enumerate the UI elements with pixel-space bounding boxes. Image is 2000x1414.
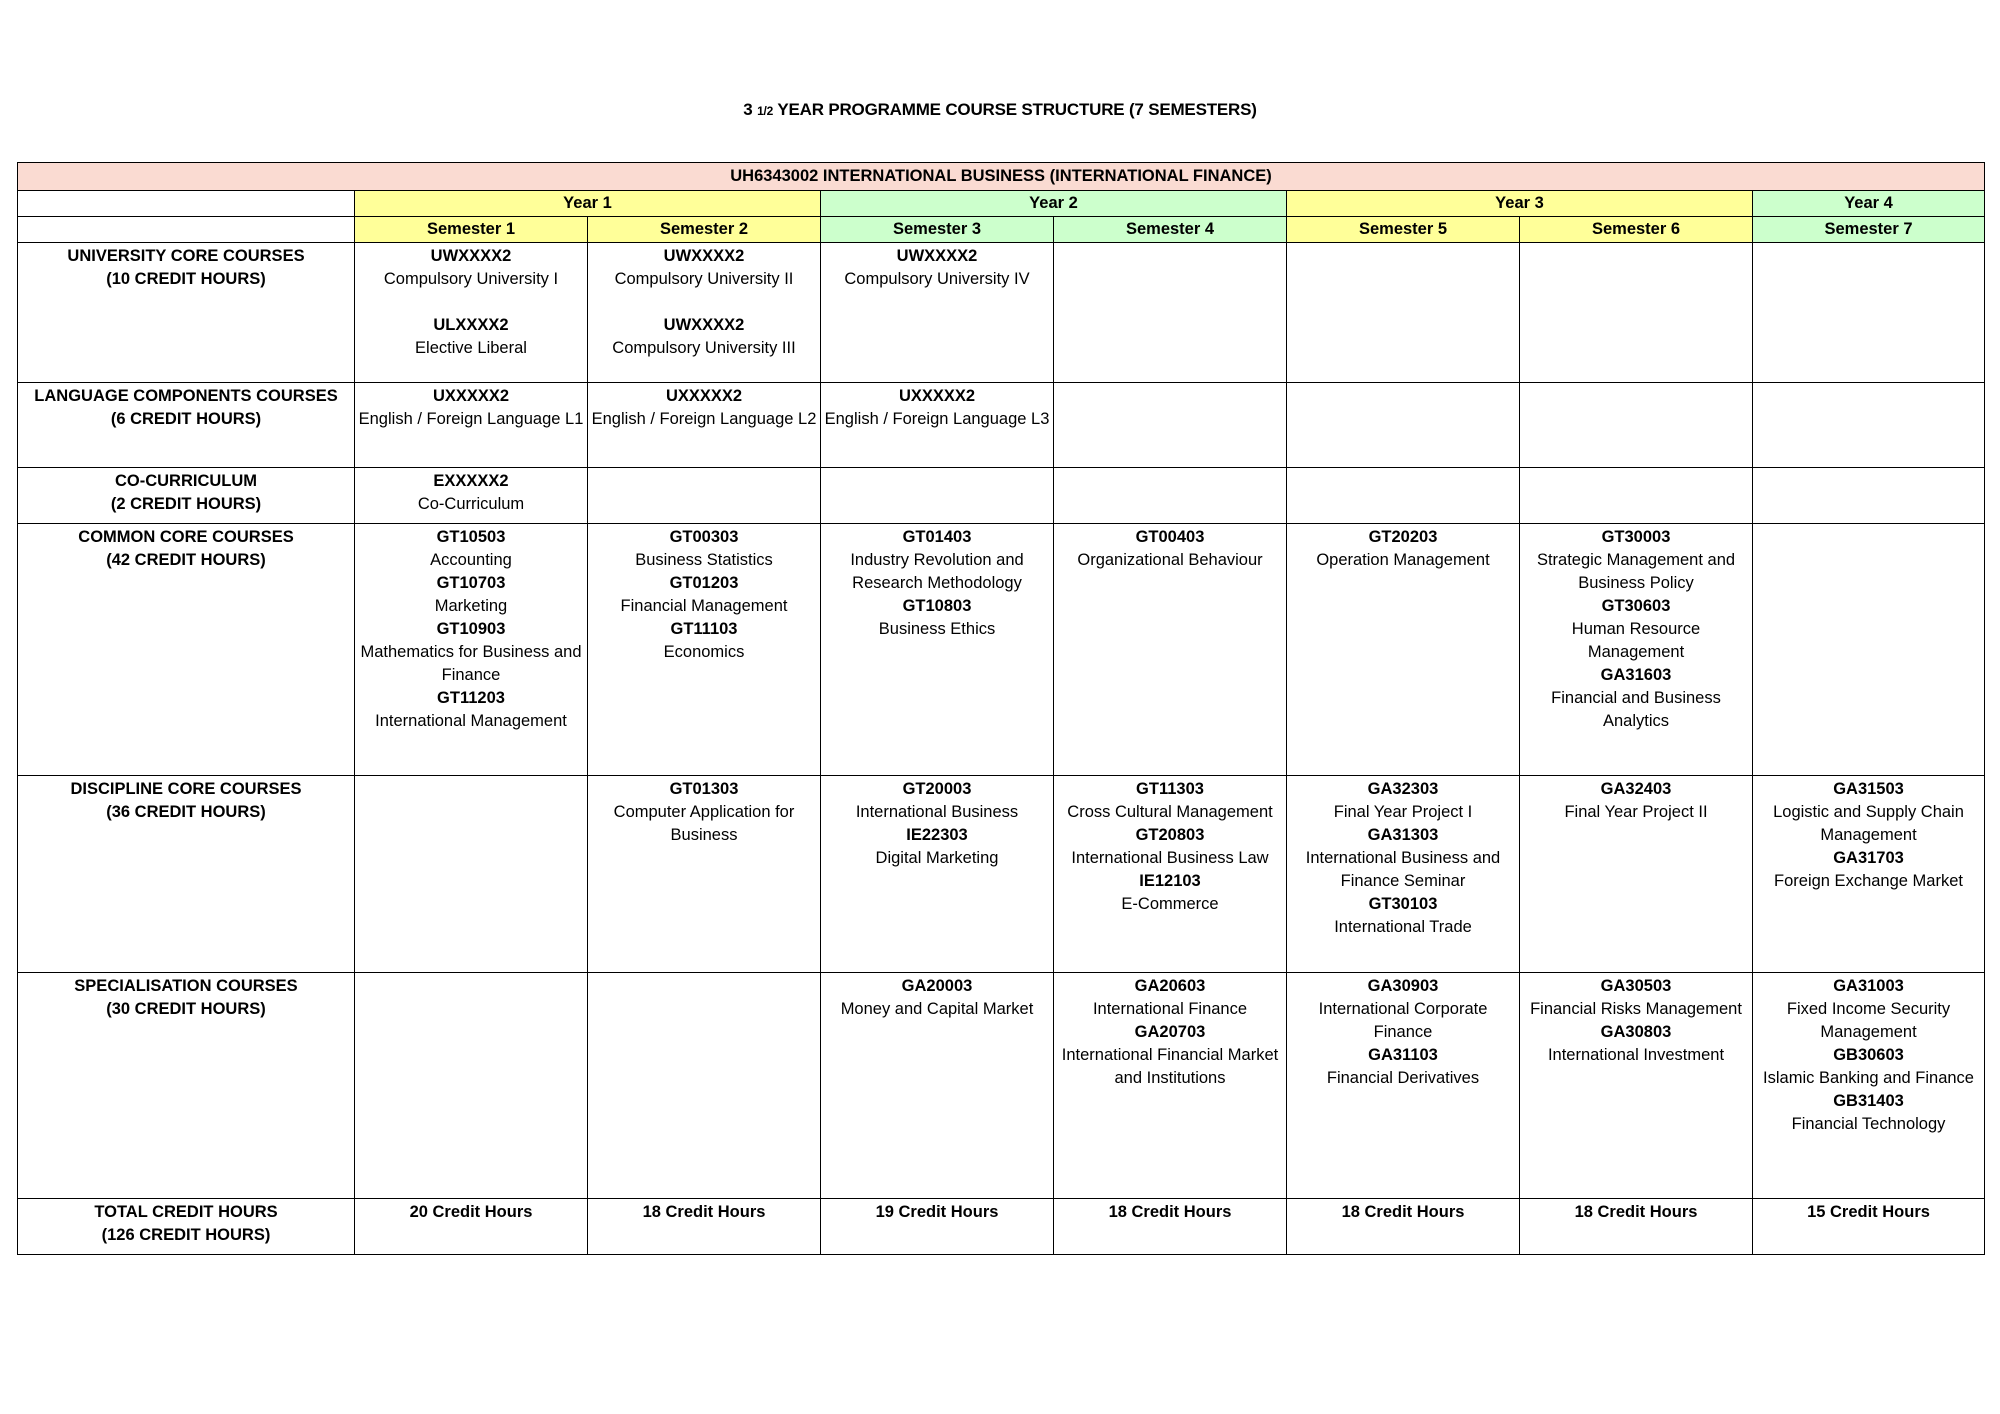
course-code: GT01203 [669, 574, 739, 592]
course-code: GA30503 [1600, 977, 1672, 995]
semester-5-cell [1287, 383, 1520, 468]
category-cell [18, 973, 355, 1199]
semester-6-cell [1520, 776, 1753, 973]
category-cell [18, 1199, 355, 1255]
course-name: Financial Derivatives [1326, 1069, 1480, 1087]
year-1-header: Year 1 [355, 191, 821, 217]
page-title [0, 100, 2000, 120]
course-code: UXXXXX2 [432, 387, 510, 405]
course-name: International Business [855, 803, 1019, 821]
year-4-header: Year 4 [1753, 191, 1985, 217]
course-code: GT10903 [436, 620, 506, 638]
semester-7-cell [1753, 468, 1985, 524]
semester-4-total: 18 Credit Hours [1054, 1199, 1287, 1255]
category-label: UNIVERSITY CORE COURSES [67, 247, 305, 265]
semester-3-cell [821, 243, 1054, 383]
semester-7-header: Semester 7 [1753, 217, 1985, 243]
semester-3-header: Semester 3 [821, 217, 1054, 243]
course-name: Economics [663, 643, 745, 661]
semester-2-cell [588, 468, 821, 524]
category-credits: (30 CREDIT HOURS) [106, 1000, 266, 1018]
category-cell [18, 524, 355, 776]
category-credits: (2 CREDIT HOURS) [110, 495, 262, 513]
semester-5-cell [1287, 468, 1520, 524]
course-name: Financial Management [620, 597, 788, 615]
semester-1-cell [355, 468, 588, 524]
course-name: Industry Revolution and Research Methodology [850, 551, 1024, 592]
year-header-blank [18, 191, 355, 217]
semester-4-cell [1054, 243, 1287, 383]
semester-1-total: 20 Credit Hours [355, 1199, 588, 1255]
semester-4-cell [1054, 468, 1287, 524]
program-title-row [18, 163, 1985, 191]
category-credits: (42 CREDIT HOURS) [106, 551, 266, 569]
course-name: Mathematics for Business and Finance [360, 643, 582, 684]
semester-1-cell [355, 973, 588, 1199]
total-credit-row [18, 1199, 1985, 1255]
course-code: GT01403 [902, 528, 972, 546]
course-code: UWXXXX2 [896, 247, 978, 265]
semester-4-header: Semester 4 [1054, 217, 1287, 243]
discipline-core-row [18, 776, 1985, 973]
year-3-header: Year 3 [1287, 191, 1753, 217]
course-name: Strategic Management and Business Policy [1536, 551, 1736, 592]
semester-3-cell [821, 383, 1054, 468]
semester-4-cell [1054, 973, 1287, 1199]
specialisation-row [18, 973, 1985, 1199]
course-code: GT11203 [437, 689, 505, 707]
course-name: Money and Capital Market [840, 1000, 1034, 1018]
course-code: EXXXXX2 [433, 472, 509, 490]
course-code: GA32303 [1367, 780, 1439, 798]
semester-3-cell [821, 524, 1054, 776]
title-suffix: YEAR PROGRAMME COURSE STRUCTURE (7 SEMESTERS) [777, 100, 1257, 119]
course-code: GA30903 [1367, 977, 1439, 995]
semester-2-cell [588, 243, 821, 383]
semester-2-cell [588, 973, 821, 1199]
semester-header-row [18, 217, 1985, 243]
course-code: GA31603 [1600, 666, 1672, 684]
course-code: GA20603 [1134, 977, 1206, 995]
category-credits: (10 CREDIT HOURS) [106, 270, 266, 288]
course-name: English / Foreign Language L1 [358, 410, 584, 428]
course-name: International Management [375, 712, 567, 730]
course-name: English / Foreign Language L3 [824, 410, 1050, 428]
program-title: UH6343002 INTERNATIONAL BUSINESS (INTERNATIONAL FINANCE) [18, 163, 1985, 191]
course-code: GA31303 [1367, 826, 1439, 844]
semester-1-header: Semester 1 [355, 217, 588, 243]
semester-4-cell [1054, 524, 1287, 776]
category-label: DISCIPLINE CORE COURSES [70, 780, 302, 798]
course-name: Compulsory University IV [844, 270, 1030, 288]
semester-7-cell [1753, 383, 1985, 468]
category-label: LANGUAGE COMPONENTS COURSES [34, 387, 338, 405]
course-code: GT30103 [1368, 895, 1438, 913]
course-name: Compulsory University III [612, 339, 796, 357]
semester-4-cell [1054, 776, 1287, 973]
semester-7-cell [1753, 973, 1985, 1199]
semester-6-header: Semester 6 [1520, 217, 1753, 243]
semester-header-blank [18, 217, 355, 243]
university-core-row [18, 243, 1985, 383]
course-code: GT11103 [670, 620, 738, 638]
course-name: Business Ethics [878, 620, 996, 638]
semester-1-cell [355, 524, 588, 776]
course-code: GT10803 [902, 597, 972, 615]
course-name: Business Statistics [635, 551, 773, 569]
semester-1-cell [355, 243, 588, 383]
course-code: GA31703 [1833, 849, 1904, 867]
semester-3-cell [821, 468, 1054, 524]
course-name: Elective Liberal [415, 339, 527, 357]
course-name: Operation Management [1316, 551, 1490, 569]
course-name: Final Year Project II [1564, 803, 1708, 821]
course-code: UWXXXX2 [663, 316, 745, 334]
course-code: GA30803 [1600, 1023, 1672, 1041]
category-label: SPECIALISATION COURSES [74, 977, 298, 995]
year-header-row [18, 191, 1985, 217]
course-name: Marketing [434, 597, 508, 615]
category-label: COMMON CORE COURSES [78, 528, 294, 546]
course-code: GT00403 [1135, 528, 1205, 546]
course-code: GA31103 [1368, 1046, 1438, 1064]
course-code: GB30603 [1833, 1046, 1904, 1064]
semester-6-cell [1520, 524, 1753, 776]
course-name: Co-Curriculum [417, 495, 525, 513]
course-name: International Business and Finance Seminar [1305, 849, 1501, 890]
semester-3-cell [821, 973, 1054, 1199]
course-name: Compulsory University II [614, 270, 794, 288]
course-code: ULXXXX2 [433, 316, 509, 334]
semester-2-cell [588, 524, 821, 776]
semester-5-cell [1287, 776, 1520, 973]
course-name: Foreign Exchange Market [1774, 872, 1963, 890]
course-name: International Financial Market and Institutions [1061, 1046, 1279, 1087]
course-structure-table [17, 162, 1985, 1255]
course-code: UWXXXX2 [430, 247, 512, 265]
semester-3-total: 19 Credit Hours [821, 1199, 1054, 1255]
course-code: GT00303 [669, 528, 739, 546]
category-label: CO-CURRICULUM [114, 472, 258, 490]
course-name: Human Resource Management [1571, 620, 1701, 661]
co-curriculum-row [18, 468, 1985, 524]
course-name: Accounting [430, 551, 512, 569]
semester-5-cell [1287, 243, 1520, 383]
semester-6-cell [1520, 243, 1753, 383]
semester-5-total: 18 Credit Hours [1287, 1199, 1520, 1255]
course-name: International Trade [1334, 918, 1472, 936]
semester-7-cell [1753, 524, 1985, 776]
semester-5-header: Semester 5 [1287, 217, 1520, 243]
course-code: GT20003 [902, 780, 972, 798]
semester-1-cell [355, 383, 588, 468]
course-name: Digital Marketing [875, 849, 999, 867]
course-name: International Business Law [1071, 849, 1269, 867]
course-code: GT11303 [1136, 780, 1204, 798]
category-cell [18, 243, 355, 383]
title-prefix: 3 [743, 100, 753, 119]
course-code: IE22303 [906, 826, 968, 844]
semester-2-total: 18 Credit Hours [588, 1199, 821, 1255]
category-label: TOTAL CREDIT HOURS [94, 1203, 278, 1221]
semester-7-cell [1753, 243, 1985, 383]
course-name: Computer Application for Business [613, 803, 795, 844]
semester-2-cell [588, 776, 821, 973]
semester-2-header: Semester 2 [588, 217, 821, 243]
course-code: GA31503 [1833, 780, 1904, 798]
category-credits: (36 CREDIT HOURS) [106, 803, 266, 821]
course-code: UWXXXX2 [663, 247, 745, 265]
category-cell [18, 776, 355, 973]
course-name: Islamic Banking and Finance [1763, 1069, 1974, 1087]
course-name: International Finance [1092, 1000, 1248, 1018]
course-name: Financial Technology [1791, 1115, 1946, 1133]
course-code: GA31003 [1833, 977, 1904, 995]
semester-7-cell [1753, 776, 1985, 973]
category-cell [18, 383, 355, 468]
category-credits: (126 CREDIT HOURS) [101, 1226, 271, 1244]
course-code: IE12103 [1139, 872, 1201, 890]
course-name: Financial and Business Analytics [1551, 689, 1721, 730]
course-code: GT30003 [1601, 528, 1671, 546]
course-code: GT20803 [1135, 826, 1205, 844]
semester-6-total: 18 Credit Hours [1520, 1199, 1753, 1255]
course-name: Fixed Income Security Management [1786, 1000, 1951, 1041]
course-name: Cross Cultural Management [1067, 803, 1273, 821]
course-name: English / Foreign Language L2 [591, 410, 817, 428]
semester-4-cell [1054, 383, 1287, 468]
category-credits: (6 CREDIT HOURS) [110, 410, 262, 428]
course-name: Compulsory University I [383, 270, 559, 288]
course-code: UXXXXX2 [665, 387, 743, 405]
course-code: GT10503 [436, 528, 506, 546]
course-code: GA32403 [1600, 780, 1672, 798]
semester-2-cell [588, 383, 821, 468]
semester-7-total: 15 Credit Hours [1753, 1199, 1985, 1255]
course-name: International Investment [1547, 1046, 1725, 1064]
course-code: GT20203 [1368, 528, 1438, 546]
course-code: GA20703 [1134, 1023, 1206, 1041]
title-fraction: 1/2 [757, 104, 774, 118]
course-code: GT10703 [436, 574, 506, 592]
course-code: UXXXXX2 [898, 387, 976, 405]
course-name: Organizational Behaviour [1077, 551, 1263, 569]
course-code: GT30603 [1601, 597, 1671, 615]
course-name: Final Year Project I [1333, 803, 1473, 821]
semester-6-cell [1520, 383, 1753, 468]
semester-6-cell [1520, 973, 1753, 1199]
common-core-row [18, 524, 1985, 776]
course-code: GA20003 [901, 977, 973, 995]
course-name: E-Commerce [1121, 895, 1219, 913]
year-2-header: Year 2 [821, 191, 1287, 217]
semester-1-cell [355, 776, 588, 973]
course-code: GT01303 [669, 780, 739, 798]
category-cell [18, 468, 355, 524]
semester-5-cell [1287, 524, 1520, 776]
semester-5-cell [1287, 973, 1520, 1199]
course-code: GB31403 [1833, 1092, 1904, 1110]
language-row [18, 383, 1985, 468]
course-name: International Corporate Finance [1318, 1000, 1488, 1041]
semester-6-cell [1520, 468, 1753, 524]
course-name: Financial Risks Management [1530, 1000, 1742, 1018]
semester-3-cell [821, 776, 1054, 973]
course-name: Logistic and Supply Chain Management [1773, 803, 1964, 844]
